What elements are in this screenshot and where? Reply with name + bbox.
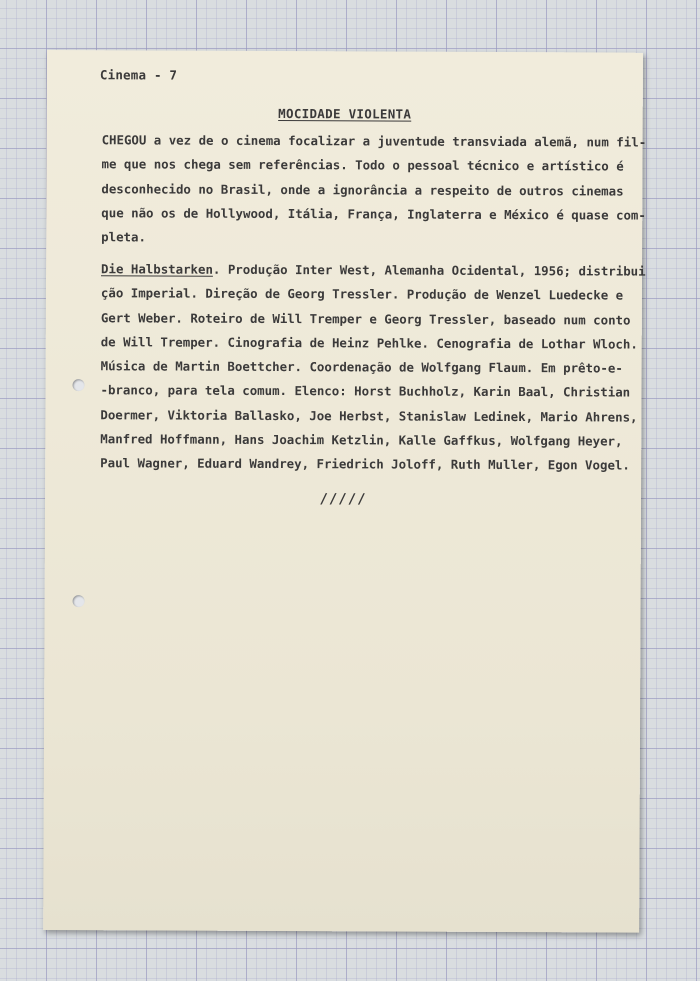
article-title-text: MOCIDADE VIOLENTA xyxy=(278,106,412,122)
film-title: Die Halbstarken xyxy=(101,261,213,277)
paragraph-line: Paul Wagner, Eduard Wandrey, Friedrich Joloff, Ruth Muller, Egon Vogel. xyxy=(100,455,630,473)
paragraph-line: de Will Tremper. Cinografia de Heinz Pehlke. Cenografia de Lothar Wloch. xyxy=(100,334,638,352)
typewritten-page xyxy=(43,50,647,933)
end-mark: ///// xyxy=(319,491,367,508)
page-header: Cinema - 7 xyxy=(99,67,178,83)
article-title xyxy=(47,105,643,123)
punch-hole-upper xyxy=(73,379,85,391)
paragraph-line-rest: . Produção Inter West, Alemanha Ocidental, 1956; distribui xyxy=(212,261,646,279)
paragraph-line: Gert Weber. Roteiro de Will Tremper e Georg Tressler, baseado num conto xyxy=(100,309,631,328)
paragraph-line-first xyxy=(101,257,646,284)
paragraph-line: que não os de Hollywood, Itália, França, Inglaterra e México é quase com- xyxy=(101,205,646,223)
paragraph-line: CHEGOU a vez de o cinema focalizar a juventude transviada alemã, num fil- xyxy=(101,132,647,150)
paragraph-line: me que nos chega sem referências. Todo o pessoal técnico e artístico é xyxy=(101,156,624,174)
paragraph-line: pleta. xyxy=(101,229,146,245)
paragraph-line: -branco, para tela comum. Elenco: Horst Buchholz, Karin Baal, Christian xyxy=(100,382,631,401)
punch-hole-lower xyxy=(73,595,85,607)
intro-paragraph xyxy=(101,128,647,252)
paragraph-line: Música de Martin Boettcher. Coordenação de Wolfgang Flaum. Em prêto-e- xyxy=(100,358,623,376)
paragraph-line: desconhecido no Brasil, onde a ignorância a respeito de outros cinemas xyxy=(101,180,624,199)
credits-paragraph xyxy=(100,257,646,478)
paragraph-line: Manfred Hoffmann, Hans Joachim Ketzlin, Kalle Gaffkus, Wolfgang Heyer, xyxy=(100,431,623,449)
paragraph-line: Doermer, Viktoria Ballasko, Joe Herbst, Stanislaw Ledinek, Mario Ahrens, xyxy=(100,407,638,425)
paragraph-line: ção Imperial. Direção de Georg Tressler. Produção de Wenzel Luedecke e xyxy=(100,285,624,303)
